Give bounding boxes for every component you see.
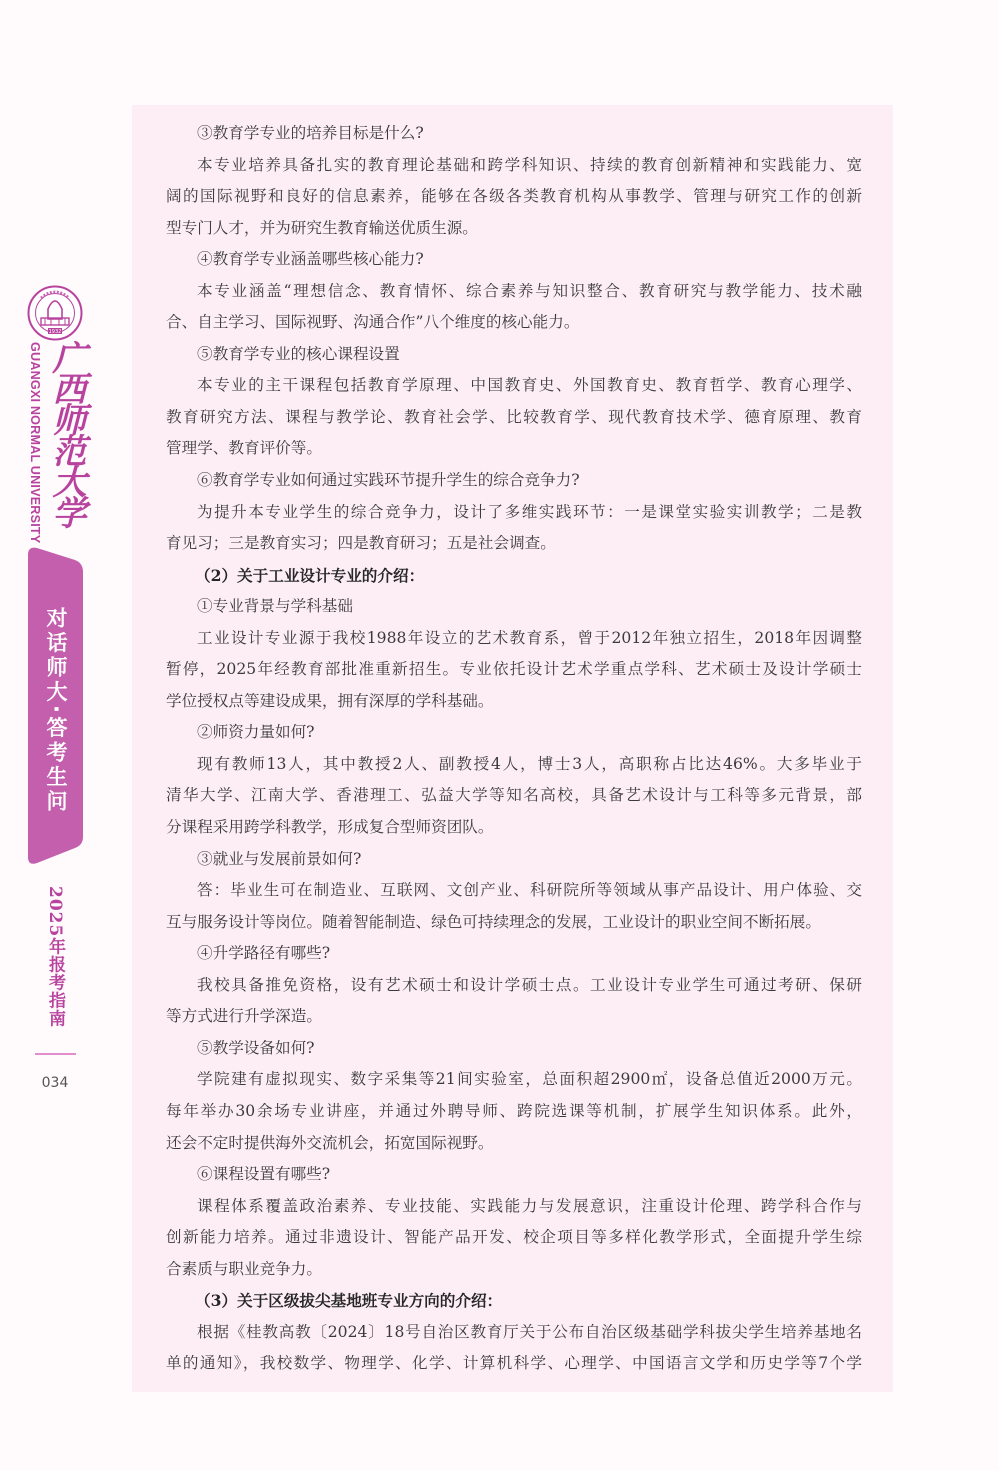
question-heading: ④教育学专业涵盖哪些核心能力? [197, 250, 424, 269]
paragraph-line: 暂停，2025年经教育部批准重新招生。专业依托设计艺术学重点学科、艺术硕士及设计学硕士 [166, 660, 862, 679]
paragraph-line: 我校具备推免资格，设有艺术硕士和设计学硕士点。工业设计专业学生可通过考研、保研 [197, 975, 862, 994]
paragraph-line: 教育研究方法、课程与教学论、教育社会学、比较教育学、现代教育技术学、德育原理、教育 [166, 407, 862, 426]
paragraph-line: 答：毕业生可在制造业、互联网、文创产业、科研院所等领域从事产品设计、用户体验、交 [197, 881, 862, 900]
question-heading: ③教育学专业的培养目标是什么? [197, 124, 424, 142]
question-heading: ⑥课程设置有哪些? [197, 1165, 331, 1184]
paragraph-line: 工业设计专业源于我校1988年设立的艺术教育系，曾于2012年独立招生，2018年因调整 [197, 628, 862, 647]
paragraph-line: 每年举办30余场专业讲座，并通过外聘导师、跨院选课等机制，扩展学生知识体系。此外， [166, 1101, 862, 1120]
section-heading: （2）关于工业设计专业的介绍： [195, 565, 425, 585]
paragraph-line: 育见习；三是教育实习；四是教育研习；五是社会调查。 [166, 534, 556, 553]
paragraph-line: 阔的国际视野和良好的信息素养，能够在各级各类教育机构从事教学、管理与研究工作的创新 [166, 187, 862, 206]
question-heading: ②师资力量如何? [197, 723, 315, 742]
section-heading: （3）关于区级拔尖基地班专业方向的介绍： [195, 1291, 503, 1311]
guide-title: 2025年报考指南 [45, 886, 65, 1028]
paragraph-line: 学院建有虚拟现实、数字采集等21间实验室，总面积超2900㎡，设备总值近2000万元。 [197, 1070, 862, 1089]
paragraph-line: 课程体系覆盖政治素养、专业技能、实践能力与发展意识，注重设计伦理、跨学科合作与 [197, 1196, 862, 1215]
paragraph-line: 为提升本专业学生的综合竞争力，设计了多维实践环节：一是课堂实验实训教学；二是教 [197, 502, 862, 521]
paragraph-line: 本专业的主干课程包括教育学原理、中国教育史、外国教育史、教育哲学、教育心理学、 [197, 376, 862, 395]
divider [35, 1053, 76, 1055]
paragraph-line: 根据《桂教高教〔2024〕18号自治区教育厅关于公布自治区级基础学科拔尖学生培养基地名 [197, 1322, 862, 1341]
university-emblem-icon [27, 285, 83, 341]
paragraph-line: 学位授权点等建设成果，拥有深厚的学科基础。 [166, 691, 494, 710]
university-name-en: GUANGXI NORMAL UNIVERSITY [28, 342, 42, 544]
body-text [166, 118, 862, 1380]
paragraph-line: 还会不定时提供海外交流机会，拓宽国际视野。 [166, 1133, 494, 1152]
paragraph-line: 本专业培养具备扎实的教育理论基础和跨学科知识、持续的教育创新精神和实践能力、宽 [197, 155, 862, 174]
paragraph-line: 管理学、教育评价等。 [166, 439, 322, 458]
paragraph-line: 清华大学、江南大学、香港理工、弘益大学等知名高校，具备艺术设计与工科等多元背景，部 [166, 786, 862, 805]
svg-text:1932: 1932 [48, 329, 62, 335]
paragraph-line: 创新能力培养。通过非遗设计、智能产品开发、校企项目等多样化教学形式，全面提升学生综 [166, 1228, 862, 1247]
paragraph-line: 本专业涵盖“理想信念、教育情怀、综合素养与知识整合、教育研究与教学能力、技术融 [197, 281, 862, 300]
university-name-calligraphy: 广西师范大学 [46, 340, 86, 526]
paragraph-line: 互与服务设计等岗位。随着智能制造、绿色可持续理念的发展，工业设计的职业空间不断拓展。 [166, 912, 821, 931]
question-heading: ⑤教学设备如何? [197, 1038, 315, 1057]
paragraph-line: 单的通知》，我校数学、物理学、化学、计算机科学、心理学、中国语言文学和历史学等7个学 [166, 1354, 862, 1373]
paragraph-line: 合、自主学习、国际视野、沟通合作”八个维度的核心能力。 [166, 313, 580, 332]
paragraph-line: 等方式进行升学深造。 [166, 1007, 322, 1026]
page-number: 034 [41, 1075, 69, 1091]
section-tab-label: 对话师大·答考生问 [44, 607, 68, 815]
question-heading: ④升学路径有哪些? [197, 944, 331, 963]
question-heading: ⑤教育学专业的核心课程设置 [197, 344, 400, 363]
paragraph-line: 型专门人才，并为研究生教育输送优质生源。 [166, 218, 478, 237]
paragraph-line: 合素质与职业竞争力。 [166, 1259, 322, 1278]
question-heading: ⑥教育学专业如何通过实践环节提升学生的综合竞争力? [197, 471, 580, 490]
question-heading: ①专业背景与学科基础 [197, 597, 353, 616]
question-heading: ③就业与发展前景如何? [197, 849, 362, 868]
paragraph-line: 分课程采用跨学科教学，形成复合型师资团队。 [166, 818, 494, 837]
paragraph-line: 现有教师13人，其中教授2人、副教授4人，博士3人，高职称占比达46%。大多毕业于 [197, 754, 862, 773]
